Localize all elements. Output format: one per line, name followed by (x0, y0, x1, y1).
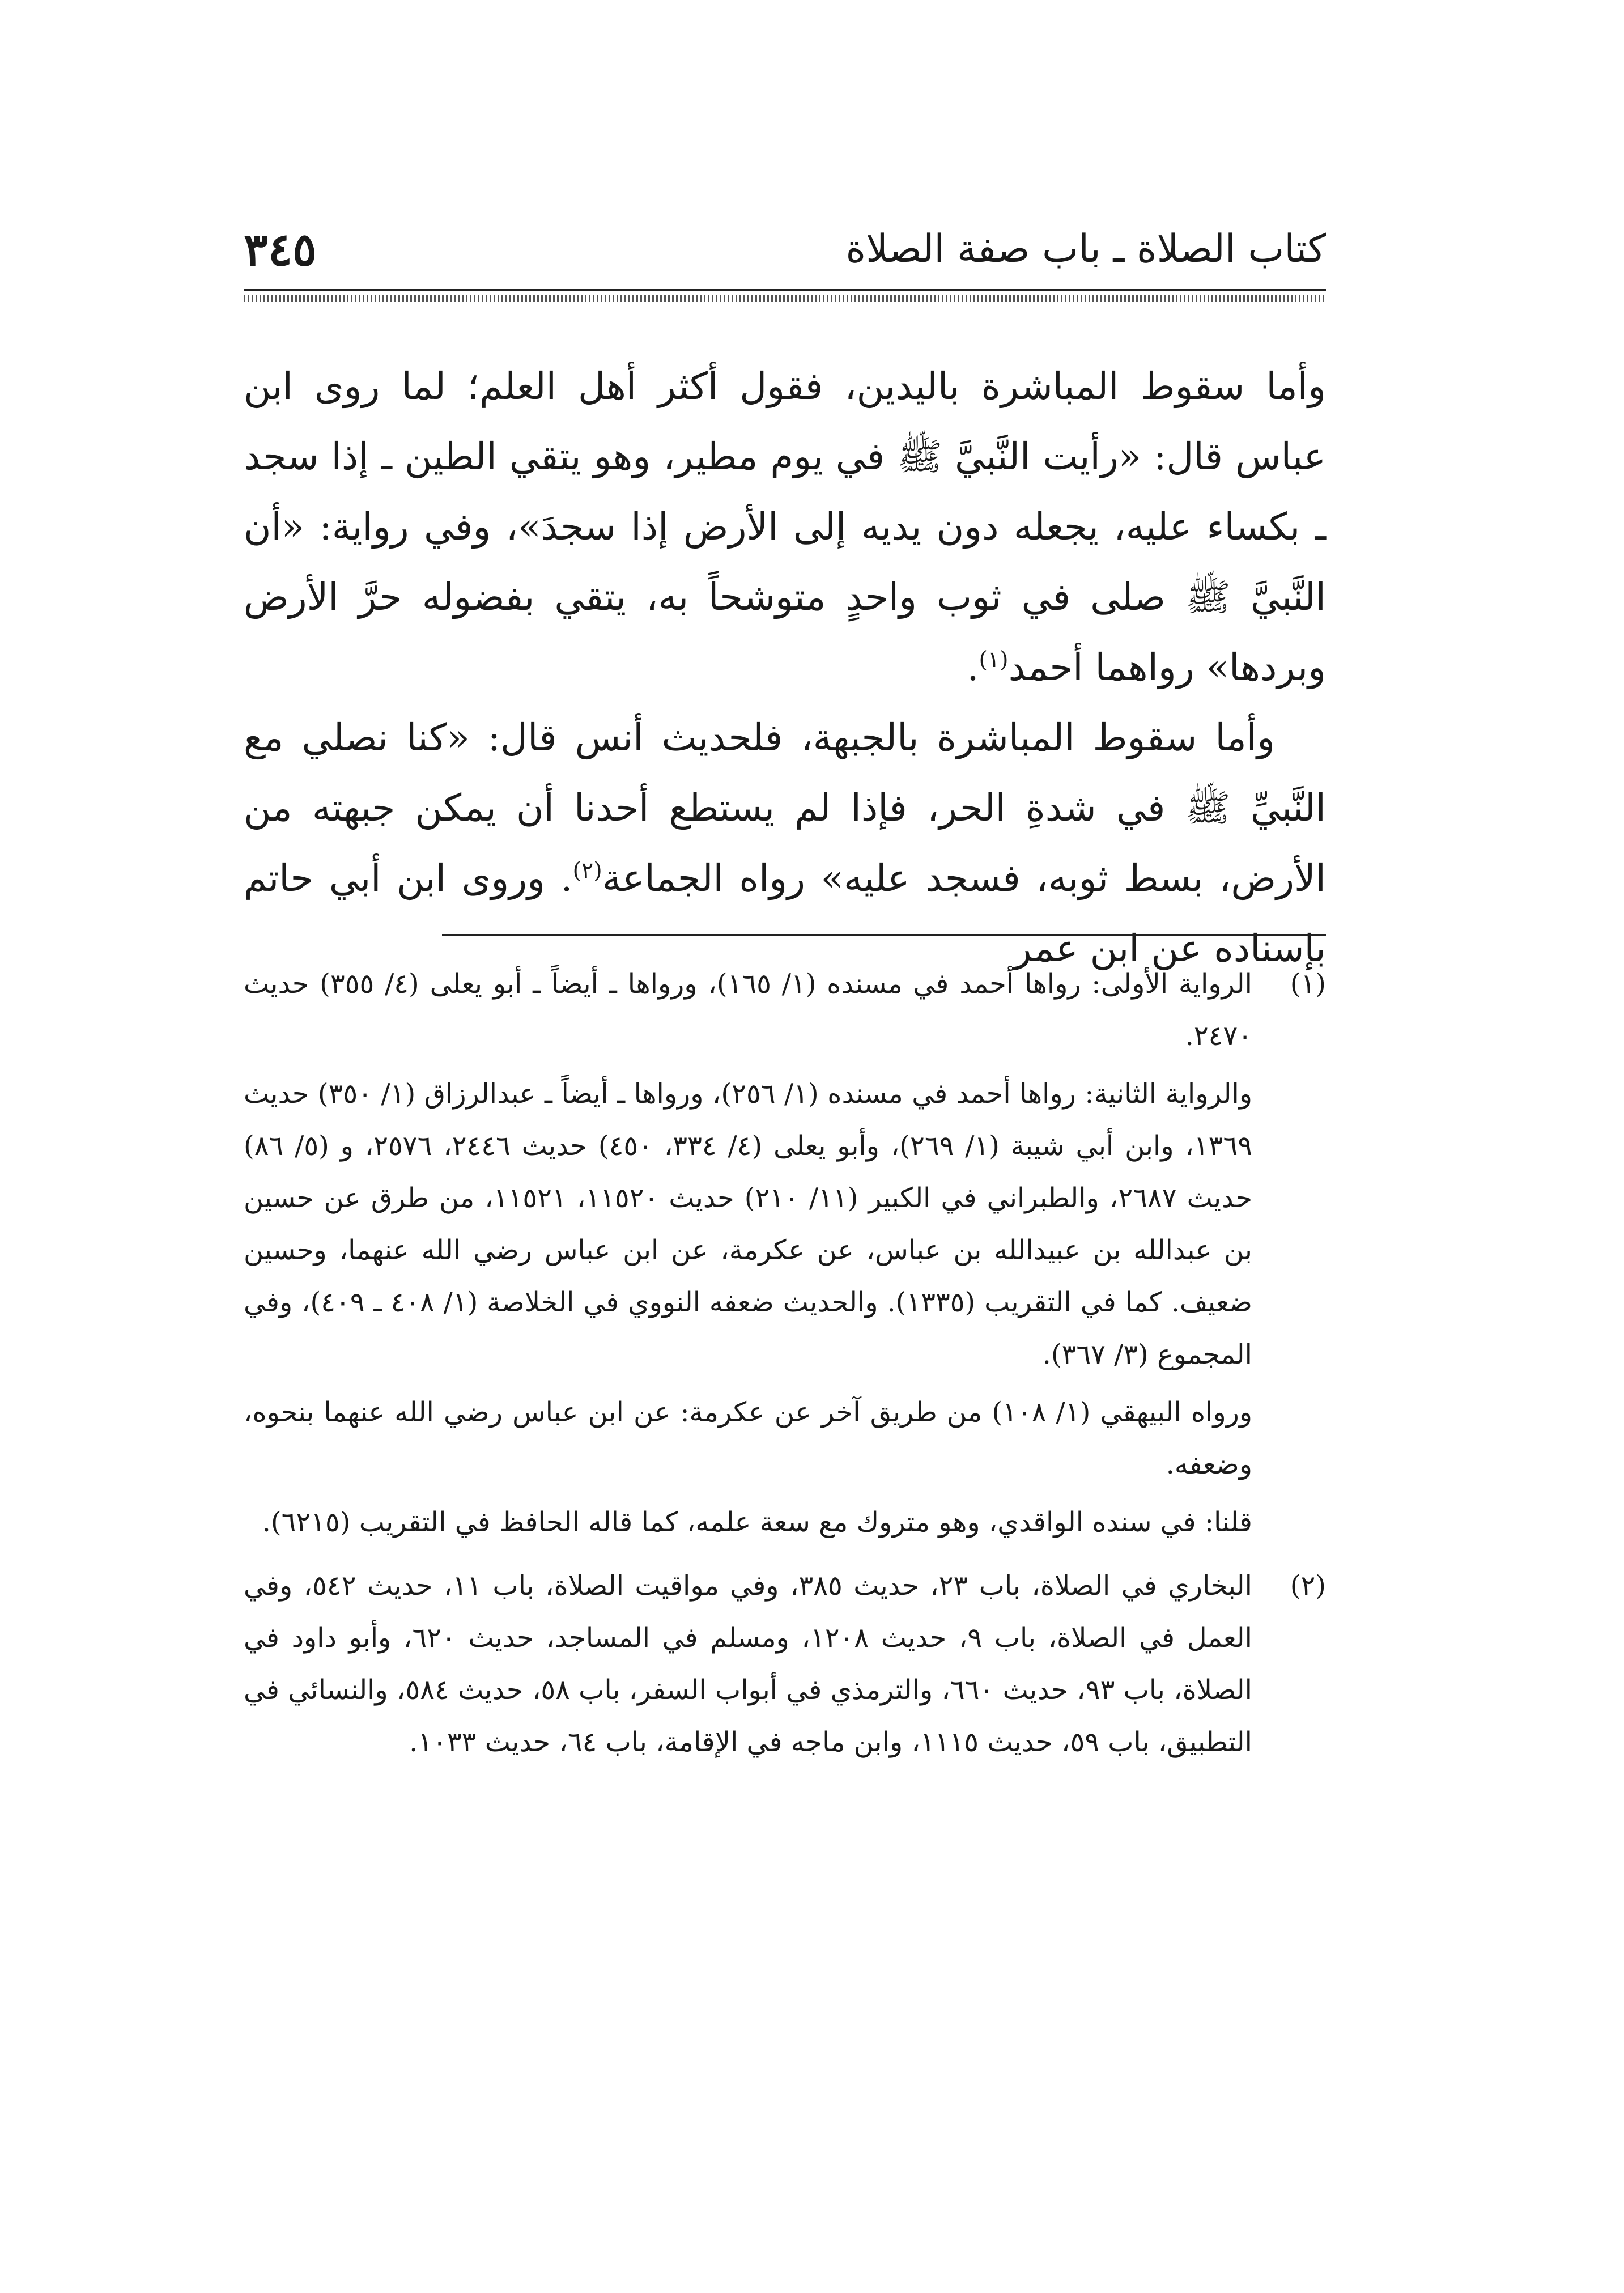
footnote-paragraph: البخاري في الصلاة، باب ٢٣، حديث ٣٨٥، وفي مواقيت الصلاة، باب ١١، حديث ٥٤٢، وفي العمل في الصلاة، باب ٩، حديث ١٢٠٨، ومسلم في المساجد، حديث ٦٢٠، وأبو داود في الصلاة، باب ٩٣، حديث ٦٦٠، والترمذي في أبواب السفر، باب ٥٨، حديث ٥٨٤، والنسائي في التطبيق، باب ٥٩، حديث ١١١٥، وابن ماجه في الإقامة، باب ٦٤، حديث ١٠٣٣. (244, 1570, 1253, 1758)
footnote (244, 958, 1326, 1548)
main-text (244, 351, 1326, 984)
footnote-paragraph: الرواية الأولى: رواها أحمد في مسنده (١/ ١٦٥)، ورواها ـ أيضاً ـ أبو يعلى (٤/ ٣٥٥) حديث ٢٤٧٠. (244, 968, 1253, 1052)
footnote-paragraph: قلنا: في سنده الواقدي، وهو متروك مع سعة علمه، كما قاله الحافظ في التقريب (٦٢١٥). (262, 1506, 1252, 1538)
footnote-number: (١) (1290, 968, 1326, 1000)
footnote-ref: (١) (979, 647, 1009, 673)
footnote-paragraph: والرواية الثانية: رواها أحمد في مسنده (١/ ٢٥٦)، ورواها ـ أيضاً ـ عبدالرزاق (١/ ٣٥٠) حديث ١٣٦٩، وابن أبي شيبة (١/ ٢٦٩)، وأبو يعلى (٤/ ٣٣٤، ٤٥٠) حديث ٢٤٤٦، ٢٥٧٦، و (٥/ ٨٦) حديث ٢٦٨٧، والطبراني في الكبير (١١/ ٢١٠) حديث ١١٥٢٠، ١١٥٢١، من طرق عن حسين بن عبدالله بن عبيدالله بن عباس، عن عكرمة، عن ابن عباس رضي الله عنهما، وحسين ضعيف. كما في التقريب (١٣٣٥). والحديث ضعفه النووي في الخلاصة (١/ ٤٠٨ ـ ٤٠٩)، وفي المجموع (٣/ ٣٦٧). (244, 1078, 1253, 1370)
footnote-number: (٢) (1290, 1570, 1326, 1602)
header-hatch-rule (244, 295, 1326, 302)
body-paragraph: وأما سقوط المباشرة باليدين، فقول أكثر أهل العلم؛ لما روى ابن عباس قال: «رأيت النَّبيَّ ﷺ في يوم مطير، وهو يتقي الطين ـ إذا سجد ـ بكساء عليه، يجعله دون يديه إلى الأرض إذا سجدَ»، وفي رواية: «أن النَّبيَّ ﷺ صلى في ثوب واحدٍ متوشحاً به، يتقي بفضوله حرَّ الأرض وبردها» رواهما أحمد$^{(١)}$. (244, 364, 1326, 689)
body-paragraph: وأما سقوط المباشرة بالجبهة، فلحديث أنس قال: «كنا نصلي مع النَّبيِّ ﷺ في شدةِ الحر، فإذا لم يستطع أحدنا أن يمكن جبهته من الأرض، بسط ثوبه، فسجد عليه» رواه الجماعة$^{(٢)}$. وروى ابن أبي حاتم بإسناده عن ابن عمر (244, 716, 1326, 970)
page-number: ٣٤٥ (244, 223, 317, 276)
footnote-paragraph: ورواه البيهقي (١/ ١٠٨) من طريق آخر عن عكرمة: عن ابن عباس رضي الله عنهما بنحوه، وضعفه. (244, 1396, 1253, 1480)
footnotes (244, 958, 1326, 1774)
running-header (244, 221, 1326, 278)
footnote (244, 1560, 1326, 1768)
footnote-separator (442, 934, 1326, 936)
header-rule (244, 289, 1326, 291)
chapter-title: كتاب الصلاة ـ باب صفة الصلاة (845, 227, 1326, 271)
footnote-ref: (٢) (572, 857, 602, 884)
